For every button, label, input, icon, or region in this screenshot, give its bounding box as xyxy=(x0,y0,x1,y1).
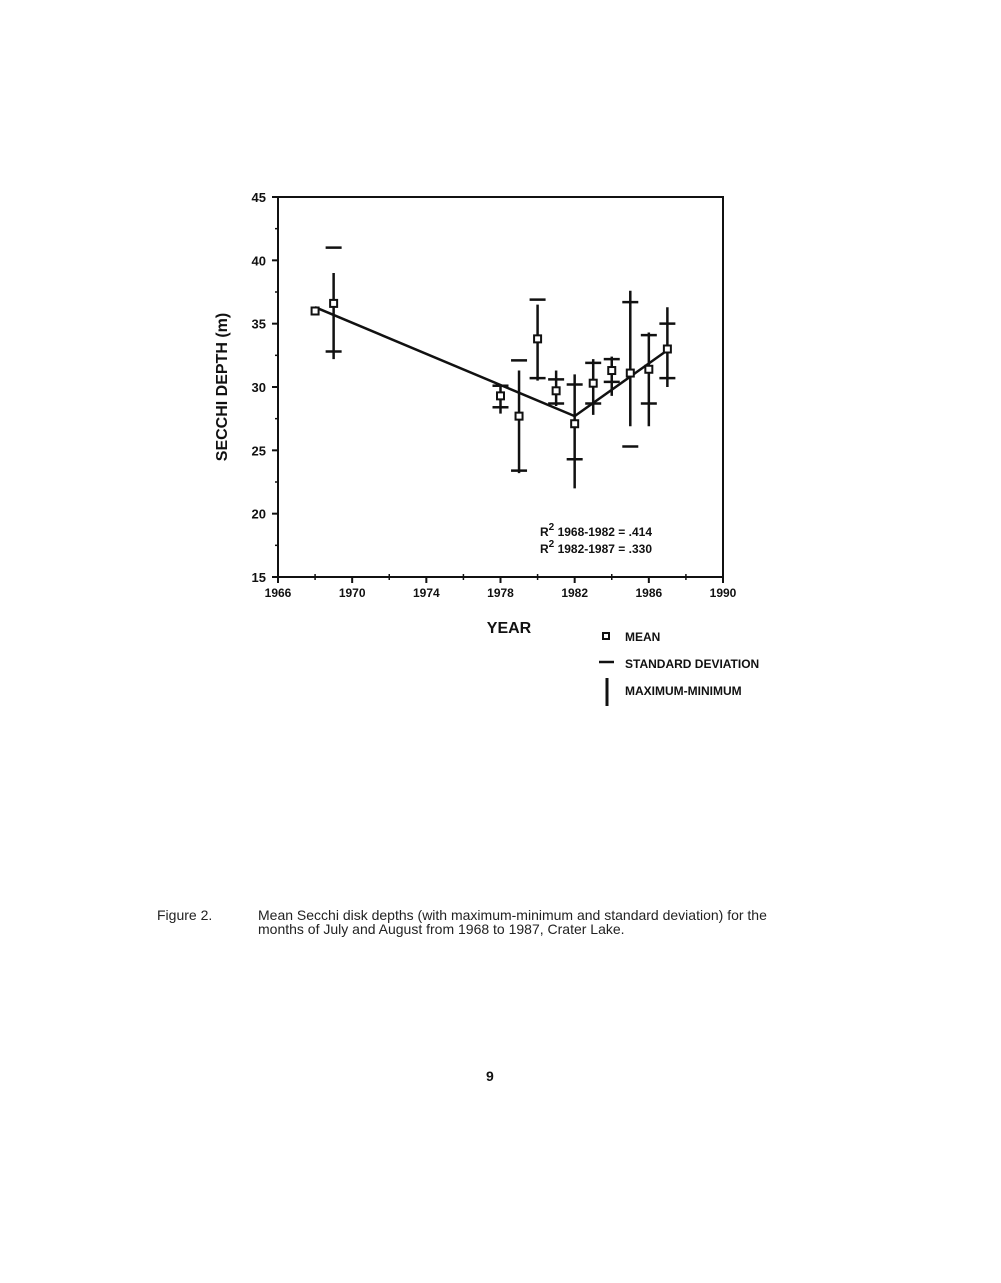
mean-marker xyxy=(312,308,319,315)
mean-marker xyxy=(553,387,560,394)
trend-line xyxy=(575,350,668,416)
mean-marker xyxy=(608,367,615,374)
caption-text: Mean Secchi disk depths (with maximum-minimum and standard deviation) for the months of July and August from 1968 to 1987, Crater Lake. xyxy=(258,907,767,937)
data-point-1978 xyxy=(493,386,509,414)
y-tick-label: 25 xyxy=(251,443,266,459)
x-axis-label: YEAR xyxy=(486,620,532,637)
mean-marker xyxy=(627,370,634,377)
x-tick-label: 1974 xyxy=(412,586,440,600)
x-tick-label: 1982 xyxy=(561,586,589,600)
data-point-1968 xyxy=(312,308,319,315)
data-point-1984 xyxy=(604,357,620,396)
y-tick-label: 30 xyxy=(251,380,266,395)
mean-marker xyxy=(534,335,541,342)
legend-maxmin-label: MAXIMUM-MINIMUM xyxy=(625,684,742,698)
x-tick-label: 1990 xyxy=(709,586,737,600)
y-tick-label: 35 xyxy=(251,316,266,332)
r2-annotation-2: $R^2$ 1982-1987 = .330 xyxy=(540,539,652,556)
data-point-1980 xyxy=(530,300,546,381)
data-point-1969 xyxy=(326,248,342,359)
data-point-1987 xyxy=(659,307,675,387)
data-point-1986 xyxy=(641,333,657,427)
trend-lines xyxy=(315,307,667,416)
trend-line xyxy=(315,307,575,416)
mean-marker xyxy=(330,300,337,307)
x-tick-label: 1978 xyxy=(487,586,514,600)
mean-marker xyxy=(590,380,597,387)
legend-mean-label: MEAN xyxy=(625,630,661,644)
legend xyxy=(599,630,759,706)
mean-marker xyxy=(664,346,671,353)
x-tick-label: 1970 xyxy=(338,586,366,600)
legend-sd-label: STANDARD DEVIATION xyxy=(625,657,760,671)
data-point-1982 xyxy=(567,374,583,488)
x-tick-label: 1986 xyxy=(635,586,663,600)
mean-marker xyxy=(497,392,504,399)
y-tick-label: 20 xyxy=(251,506,266,522)
caption-label: Figure 2. xyxy=(157,907,213,923)
x-tick-label: 1966 xyxy=(264,586,292,600)
mean-marker xyxy=(645,366,652,373)
mean-marker xyxy=(516,413,523,420)
mean-marker xyxy=(571,420,578,427)
y-axis-label: SECCHI DEPTH (m) xyxy=(214,312,231,462)
legend-mean-icon xyxy=(603,633,609,639)
data-point-1985 xyxy=(622,291,638,447)
r2-annotation-1: $R^2$ 1968-1982 = .414 xyxy=(540,522,652,539)
r2-annotations xyxy=(540,522,652,556)
y-tick-label: 45 xyxy=(251,190,266,205)
data-point-1979 xyxy=(511,360,527,473)
data-point-1981 xyxy=(548,371,564,406)
page-number: 9 xyxy=(486,1068,494,1084)
y-axis xyxy=(252,190,278,585)
y-tick-label: 15 xyxy=(251,570,266,585)
data-points xyxy=(312,248,676,489)
y-tick-label: 40 xyxy=(251,253,266,269)
